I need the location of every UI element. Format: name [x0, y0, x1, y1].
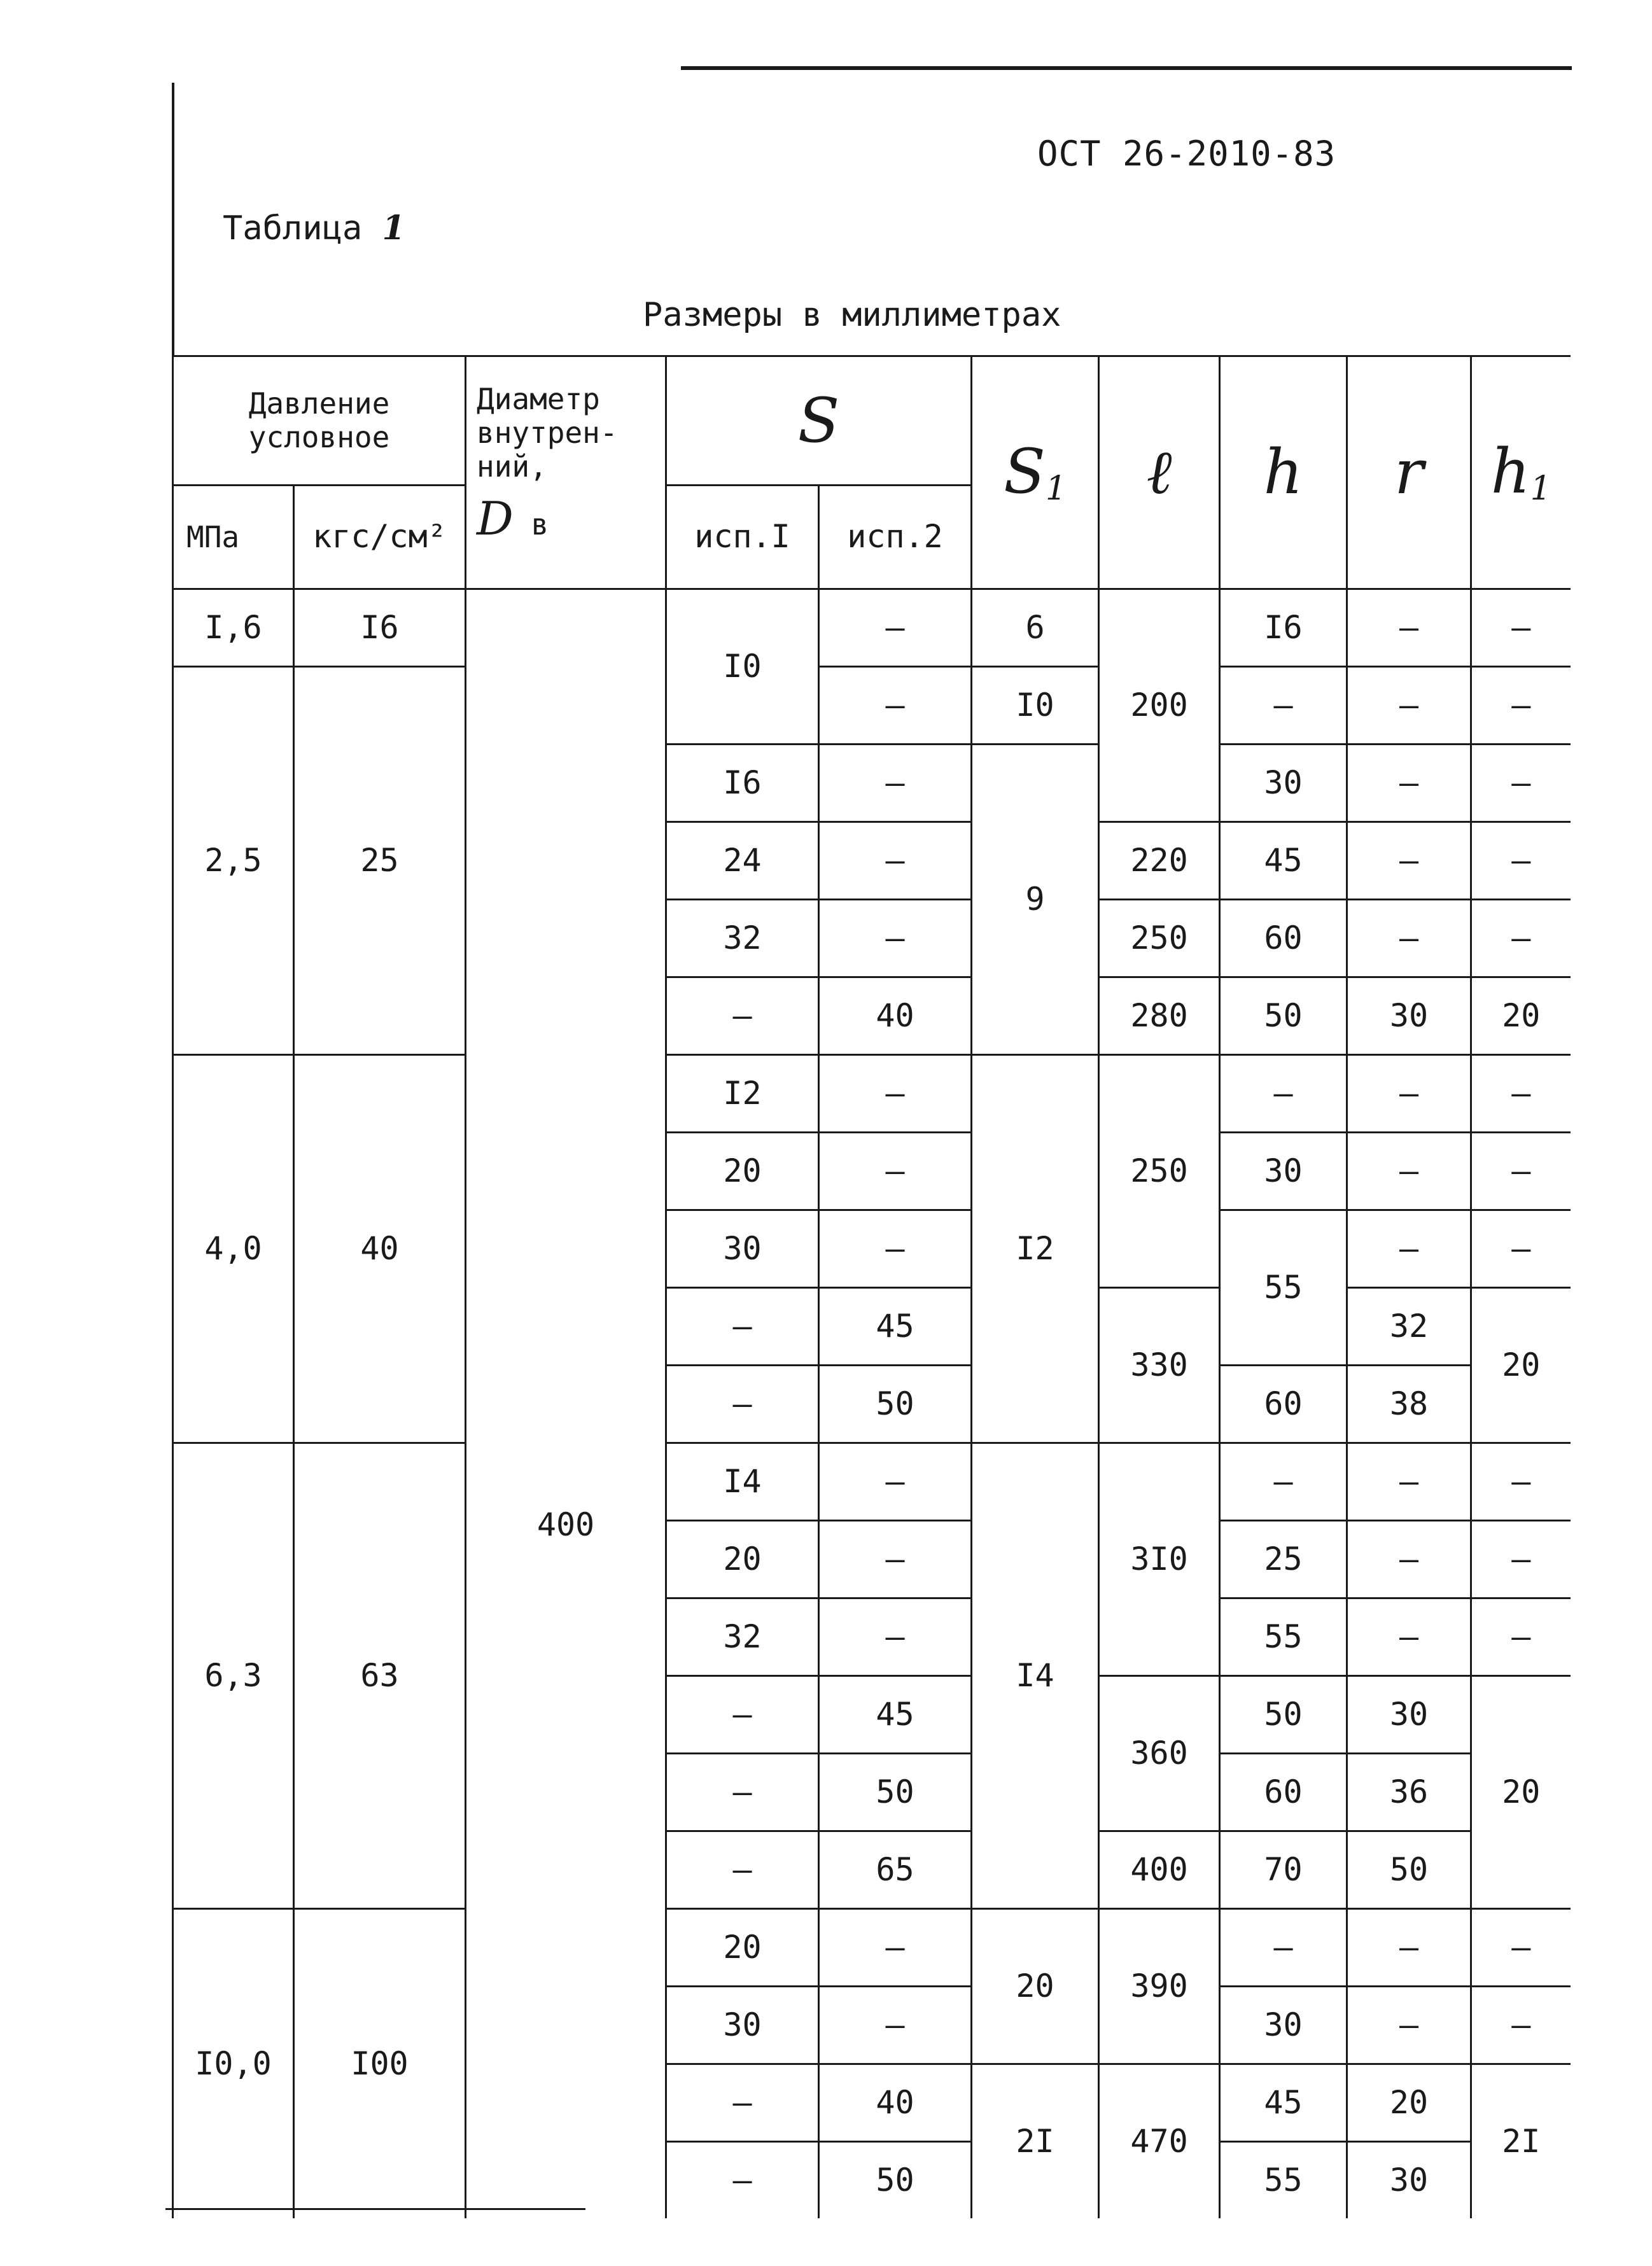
l-cell: 220	[1099, 822, 1220, 900]
h1-cell: –	[1471, 1598, 1571, 1676]
table-row	[173, 1055, 1571, 1133]
r-cell: –	[1347, 1909, 1471, 1987]
s-v2-cell: 40	[819, 2064, 972, 2142]
table-row	[173, 589, 1571, 667]
s1-cell: I0	[972, 667, 1099, 745]
s-v1-cell: I6	[666, 745, 819, 822]
r-cell: –	[1347, 589, 1471, 667]
l-cell: 400	[1099, 1831, 1220, 1909]
r-symbol: r	[1394, 437, 1424, 508]
left-margin-rule	[172, 83, 174, 356]
h-cell: 70	[1220, 1831, 1347, 1909]
kgf-cell: 25	[294, 667, 466, 1055]
s-v1-cell: 30	[666, 1210, 819, 1288]
s-v1-cell: I0	[666, 589, 819, 745]
top-rule	[681, 66, 1572, 70]
s1-symbol: S	[1004, 436, 1046, 508]
pressure-header: Давление условное	[173, 356, 466, 486]
s-v1-cell: 20	[666, 1133, 819, 1210]
l-header	[1099, 356, 1220, 589]
h-cell: 30	[1220, 1987, 1347, 2064]
r-cell: –	[1347, 1443, 1471, 1521]
h-cell: 45	[1220, 822, 1347, 900]
h-cell: 25	[1220, 1521, 1347, 1598]
s-v2-header: исп.2	[819, 486, 972, 589]
r-cell: –	[1347, 1987, 1471, 2064]
h1-cell: –	[1471, 1210, 1571, 1288]
s-v2-cell: –	[819, 1443, 972, 1521]
h-cell: 55	[1220, 1598, 1347, 1676]
kgf-header: кгс/см²	[294, 486, 466, 589]
h1-cell: –	[1471, 1133, 1571, 1210]
r-cell: 38	[1347, 1366, 1471, 1443]
s-v2-cell: –	[819, 667, 972, 745]
s-v2-cell: –	[819, 822, 972, 900]
s-v2-cell: –	[819, 589, 972, 667]
h1-cell: 20	[1471, 1676, 1571, 1909]
h-header	[1220, 356, 1347, 589]
s-v2-cell: 50	[819, 1754, 972, 1831]
h-cell: 45	[1220, 2064, 1347, 2142]
r-cell: 30	[1347, 2142, 1471, 2219]
h1-cell: –	[1471, 1055, 1571, 1133]
s-v2-cell: –	[819, 745, 972, 822]
kgf-cell: 63	[294, 1443, 466, 1909]
r-cell: 30	[1347, 1676, 1471, 1754]
table-number: 1	[382, 209, 405, 248]
mpa-cell: I,6	[173, 589, 294, 667]
mpa-cell: 2,5	[173, 667, 294, 1055]
h1-cell: –	[1471, 667, 1571, 745]
diameter-symbol: D	[477, 491, 514, 545]
s-v1-cell: 20	[666, 1521, 819, 1598]
h1-cell: –	[1471, 745, 1571, 822]
s-v1-header: исп.I	[666, 486, 819, 589]
kgf-cell: I00	[294, 1909, 466, 2219]
h-cell: 30	[1220, 745, 1347, 822]
s-v1-cell: –	[666, 1676, 819, 1754]
r-cell: –	[1347, 1598, 1471, 1676]
h-cell: 50	[1220, 977, 1347, 1055]
s-v1-cell: –	[666, 1288, 819, 1366]
r-cell: –	[1347, 822, 1471, 900]
s-v1-cell: –	[666, 2064, 819, 2142]
dimensions-table	[172, 355, 1571, 2218]
s-symbol: S	[797, 384, 840, 456]
l-cell: 250	[1099, 1055, 1220, 1288]
table-row	[173, 1909, 1571, 1987]
table-caption	[223, 209, 405, 248]
r-cell: –	[1347, 1133, 1471, 1210]
table-row	[173, 667, 1571, 745]
h1-cell: –	[1471, 900, 1571, 977]
table-label: Таблица	[223, 209, 363, 248]
h-cell: 60	[1220, 1366, 1347, 1443]
h-cell: I6	[1220, 589, 1347, 667]
h1-cell: 20	[1471, 977, 1571, 1055]
s-header	[666, 356, 972, 486]
mpa-header: МПа	[173, 486, 294, 589]
l-cell: 200	[1099, 589, 1220, 822]
s-v2-cell: –	[819, 1210, 972, 1288]
s-v1-cell: I2	[666, 1055, 819, 1133]
s-v1-cell: –	[666, 1831, 819, 1909]
h1-cell: 20	[1471, 1288, 1571, 1443]
r-cell: –	[1347, 1521, 1471, 1598]
document-code: ОСТ 26-2010-83	[1037, 134, 1336, 174]
r-cell: –	[1347, 667, 1471, 745]
s-v1-cell: 24	[666, 822, 819, 900]
s-v2-cell: 40	[819, 977, 972, 1055]
r-cell: –	[1347, 900, 1471, 977]
kgf-cell: 40	[294, 1055, 466, 1443]
s-v1-cell: 20	[666, 1909, 819, 1987]
table-row	[173, 1443, 1571, 1521]
mpa-cell: 6,3	[173, 1443, 294, 1909]
h-cell: 30	[1220, 1133, 1347, 1210]
mpa-cell: I0,0	[173, 1909, 294, 2219]
diameter-label: Диаметр внутрен-ний,	[477, 382, 618, 484]
s-v2-cell: –	[819, 1987, 972, 2064]
r-cell: 30	[1347, 977, 1471, 1055]
r-cell: 20	[1347, 2064, 1471, 2142]
h1-cell: –	[1471, 1443, 1571, 1521]
s1-cell: 20	[972, 1909, 1099, 2064]
s-v2-cell: –	[819, 1521, 972, 1598]
h-cell: –	[1220, 1909, 1347, 1987]
s1-cell: 9	[972, 745, 1099, 1055]
h1-cell: –	[1471, 822, 1571, 900]
h1-symbol: h	[1490, 436, 1530, 508]
r-cell: 50	[1347, 1831, 1471, 1909]
s1-cell: I4	[972, 1443, 1099, 1909]
h-cell: 55	[1220, 1210, 1347, 1366]
s1-cell: 2I	[972, 2064, 1099, 2219]
h-cell: 50	[1220, 1676, 1347, 1754]
h1-header	[1471, 356, 1571, 589]
h1-cell: –	[1471, 1909, 1571, 1987]
h1-cell: 2I	[1471, 2064, 1571, 2219]
kgf-cell: I6	[294, 589, 466, 667]
s-v2-cell: –	[819, 1133, 972, 1210]
s-v2-cell: 50	[819, 2142, 972, 2219]
s1-cell: I2	[972, 1055, 1099, 1443]
r-cell: –	[1347, 745, 1471, 822]
l-cell: 390	[1099, 1909, 1220, 2064]
s-v1-cell: –	[666, 2142, 819, 2219]
r-cell: –	[1347, 1055, 1471, 1133]
s-v2-cell: 65	[819, 1831, 972, 1909]
s-v1-cell: –	[666, 1754, 819, 1831]
h1-sub: 1	[1530, 470, 1551, 508]
h1-cell: –	[1471, 589, 1571, 667]
l-cell: 470	[1099, 2064, 1220, 2219]
h-cell: –	[1220, 1055, 1347, 1133]
s-v2-cell: –	[819, 1909, 972, 1987]
s-v1-cell: 32	[666, 1598, 819, 1676]
s-v1-cell: 30	[666, 1987, 819, 2064]
s-v2-cell: –	[819, 900, 972, 977]
h-cell: –	[1220, 667, 1347, 745]
h1-cell: –	[1471, 1521, 1571, 1598]
r-cell: 32	[1347, 1288, 1471, 1366]
r-cell: –	[1347, 1210, 1471, 1288]
l-symbol: ℓ	[1146, 437, 1172, 508]
l-cell: 3I0	[1099, 1443, 1220, 1676]
s-v1-cell: –	[666, 977, 819, 1055]
h-cell: 55	[1220, 2142, 1347, 2219]
s-v1-cell: –	[666, 1366, 819, 1443]
s-v2-cell: –	[819, 1055, 972, 1133]
s-v2-cell: 45	[819, 1676, 972, 1754]
l-cell: 360	[1099, 1676, 1220, 1831]
header-row-1	[173, 356, 1571, 486]
s-v2-cell: 50	[819, 1366, 972, 1443]
s-v2-cell: 45	[819, 1288, 972, 1366]
l-cell: 250	[1099, 900, 1220, 977]
s1-cell: 6	[972, 589, 1099, 667]
s1-sub: 1	[1045, 470, 1067, 508]
s-v2-cell: –	[819, 1598, 972, 1676]
units-note: Размеры в миллиметрах	[643, 296, 1061, 334]
r-header	[1347, 356, 1471, 589]
diameter-sub: в	[531, 507, 549, 542]
l-cell: 280	[1099, 977, 1220, 1055]
r-cell: 36	[1347, 1754, 1471, 1831]
h1-cell: –	[1471, 1987, 1571, 2064]
diameter-header	[466, 356, 666, 589]
diameter-cell: 400	[466, 589, 666, 2219]
s-v1-cell: I4	[666, 1443, 819, 1521]
h-cell: 60	[1220, 900, 1347, 977]
h-symbol: h	[1263, 437, 1303, 508]
l-cell: 330	[1099, 1288, 1220, 1443]
s-v1-cell: 32	[666, 900, 819, 977]
h-cell: 60	[1220, 1754, 1347, 1831]
mpa-cell: 4,0	[173, 1055, 294, 1443]
s1-header	[972, 356, 1099, 589]
h-cell: –	[1220, 1443, 1347, 1521]
